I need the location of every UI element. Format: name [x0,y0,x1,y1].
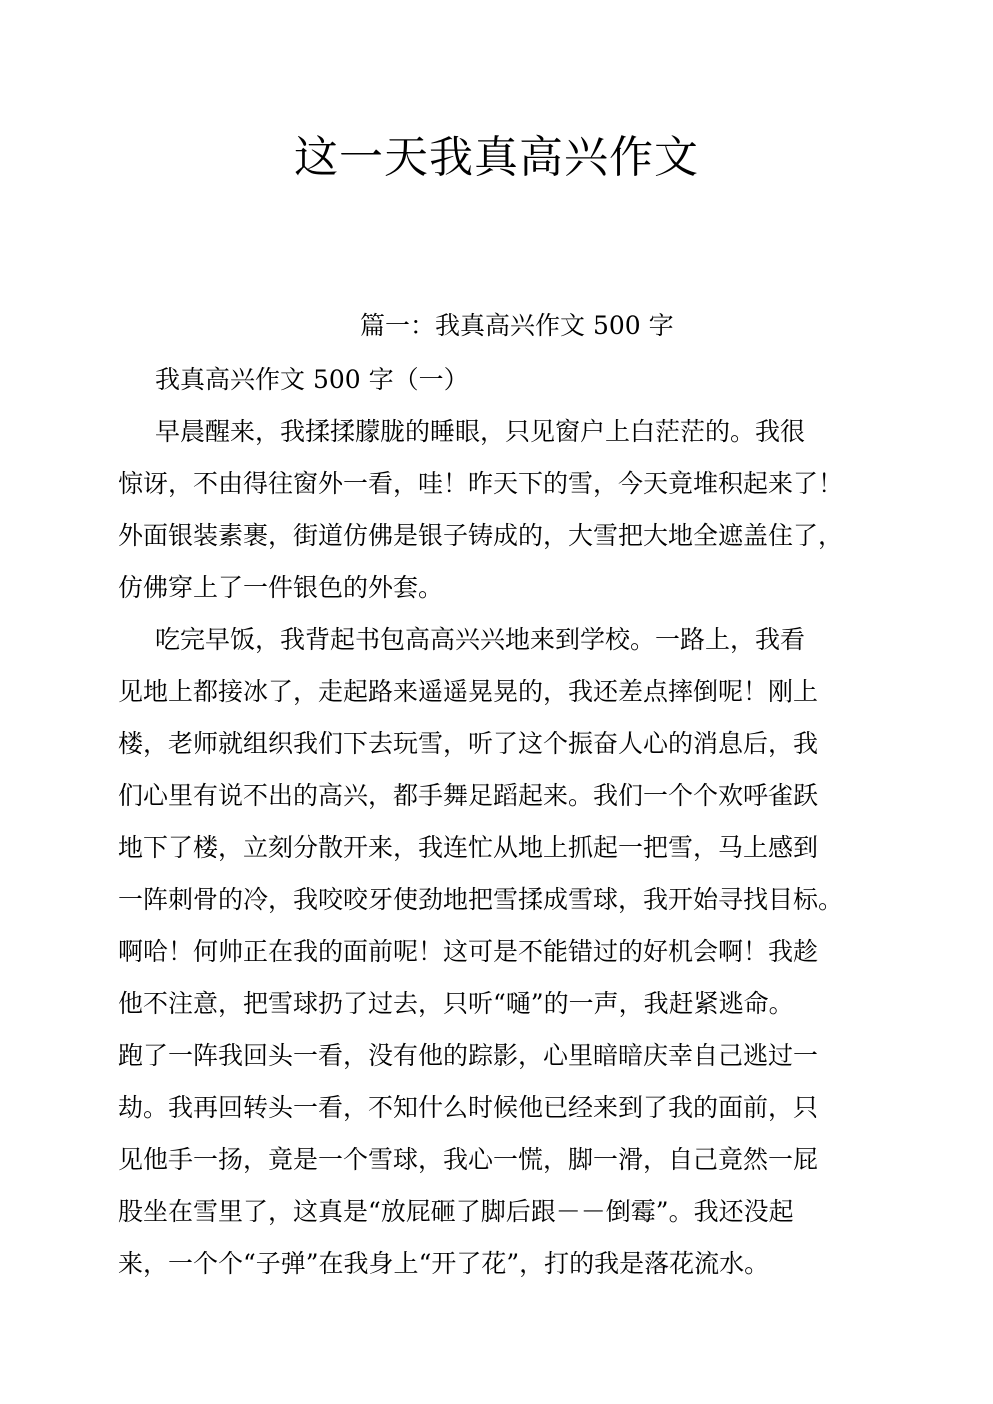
paragraph-2-line: 见地上都接冰了，走起路来遥遥晃晃的，我还差点摔倒呢！刚上 [118,677,819,706]
paragraph-2-line: 他不注意，把雪球扔了过去，只听“嗵”的一声，我赶紧逃命。 [118,989,794,1018]
paragraph-2-line: 一阵刺骨的冷，我咬咬牙使劲地把雪揉成雪球，我开始寻找目标。 [118,885,844,914]
paragraph-1-line: 惊讶，不由得往窗外一看，哇！昨天下的雪，今天竟堆积起来了！ [118,469,844,498]
paragraph-2-line: 股坐在雪里了，这真是“放屁砸了脚后跟－－倒霉”。我还没起 [118,1197,794,1226]
paragraph-1-line: 仿佛穿上了一件银色的外套。 [118,573,444,602]
paragraph-2-line: 跑了一阵我回头一看，没有他的踪影，心里暗暗庆幸自己逃过一 [118,1041,819,1070]
paragraph-1-line: 外面银装素裹，街道仿佛是银子铸成的，大雪把大地全遮盖住了， [118,521,844,550]
paragraph-2-line: 啊哈！何帅正在我的面前呢！这可是不能错过的好机会啊！我趁 [118,937,819,966]
paragraph-2-line: 见他手一扬，竟是一个雪球，我心一慌，脚一滑，自己竟然一屁 [118,1145,819,1174]
paragraph-2-line: 地下了楼，立刻分散开来，我连忙从地上抓起一把雪，马上感到 [118,833,819,862]
paragraph-2-line: 来，一个个“子弹”在我身上“开了花”，打的我是落花流水。 [118,1249,770,1278]
document-title: 这一天我真高兴作文 [294,132,699,183]
paragraph-2-line: 们心里有说不出的高兴，都手舞足蹈起来。我们一个个欢呼雀跃 [118,781,819,810]
paragraph-2-line: 楼，老师就组织我们下去玩雪，听了这个振奋人心的消息后，我 [118,729,819,758]
sub-heading: 我真高兴作文 500 字（一） [155,365,469,394]
paragraph-1-line: 早晨醒来，我揉揉朦胧的睡眼，只见窗户上白茫茫的。我很 [155,417,806,446]
paragraph-2-line: 吃完早饭，我背起书包高高兴兴地来到学校。一路上，我看 [155,625,806,654]
paragraph-2-line: 劫。我再回转头一看，不知什么时候他已经来到了我的面前，只 [118,1093,819,1122]
section-heading: 篇一：我真高兴作文 500 字 [360,311,674,340]
